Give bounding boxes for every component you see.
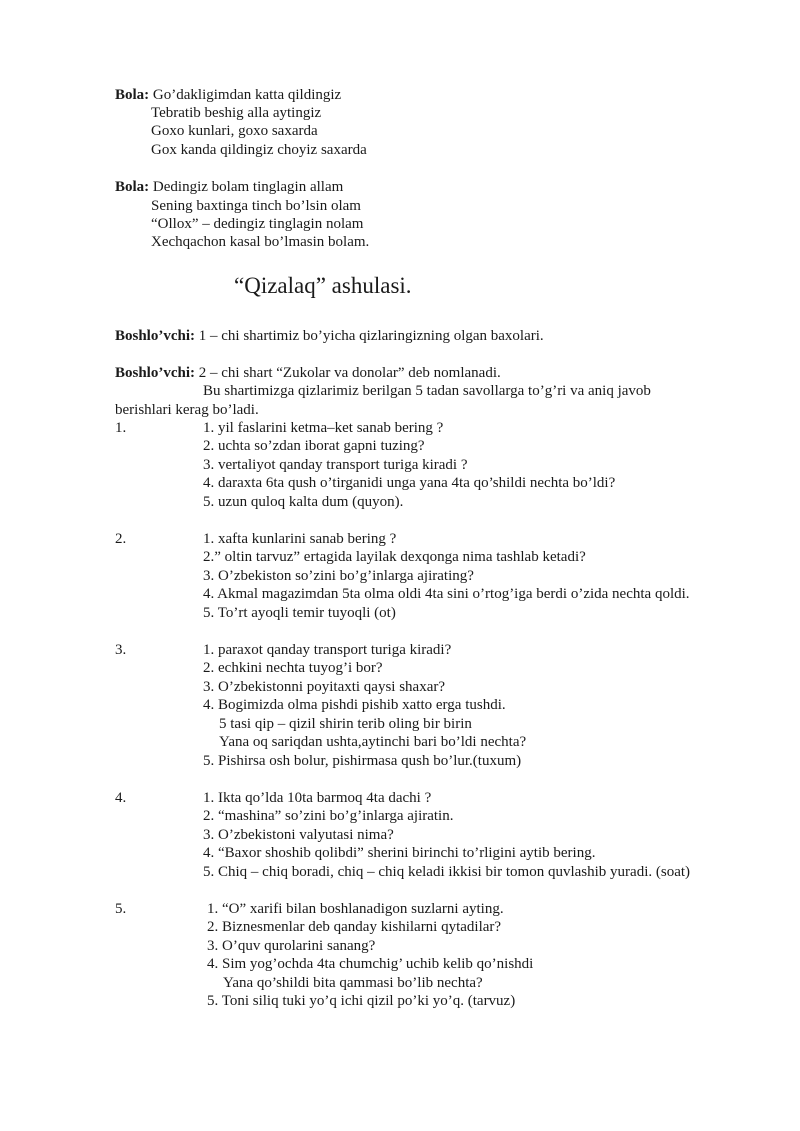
host-line-2 bbox=[115, 364, 501, 382]
poem-line: Dedingiz bolam tinglagin allam bbox=[152, 179, 344, 195]
question-item: 5. Toni siliq tuki yo’q ichi qizil po’ki yo’q. (tarvuz) bbox=[207, 993, 516, 1009]
speaker-label: Boshlo’vchi: bbox=[115, 328, 196, 344]
group-number: 1. bbox=[115, 420, 127, 436]
question-item: 2. echkini nechta tuyog’i bor? bbox=[203, 660, 383, 676]
question-item: 2. uchta so’zdan iborat gapni tuzing? bbox=[203, 438, 425, 454]
poem-line: Sening baxtinga tinch bo’lsin olam bbox=[151, 198, 361, 214]
question-item: 3. O’quv qurolarini sanang? bbox=[207, 938, 376, 954]
section-title: “Qizalaq” ashulasi. bbox=[234, 273, 412, 298]
poem-line: “Ollox” – dedingiz tinglagin nolam bbox=[151, 216, 364, 232]
question-item: 1. xafta kunlarini sanab bering ? bbox=[203, 531, 397, 547]
question-item: 3. O’zbekistoni valyutasi nima? bbox=[203, 827, 394, 843]
question-item: 3. O’zbekiston so’zini bo’g’inlarga ajirating? bbox=[203, 568, 474, 584]
question-item: 5. Pishirsa osh bolur, pishirmasa qush bo’lur.(tuxum) bbox=[203, 753, 522, 769]
question-item: 3. O’zbekistonni poyitaxti qaysi shaxar? bbox=[203, 679, 446, 695]
host-text: 1 – chi shartimiz bo’yicha qizlaringizning olgan baxolari. bbox=[198, 328, 544, 344]
group-number: 4. bbox=[115, 790, 127, 806]
question-item-continued: 5 tasi qip – qizil shirin terib oling bir birin bbox=[219, 716, 472, 732]
host-text-continued: berishlari kerag bo’ladi. bbox=[115, 402, 259, 418]
question-item: 5. To’rt ayoqli temir tuyoqli (ot) bbox=[203, 605, 396, 621]
question-item: 2. “mashina” so’zini bo’g’inlarga ajiratin. bbox=[203, 808, 454, 824]
group-number: 2. bbox=[115, 531, 127, 547]
stanza1-first-line bbox=[115, 86, 341, 104]
question-item: 3. vertaliyot qanday transport turiga kiradi ? bbox=[203, 457, 468, 473]
group-number: 3. bbox=[115, 642, 127, 658]
question-item: 4. “Baxor shoshib qolibdi” sherini birinchi to’rligini aytib bering. bbox=[203, 845, 596, 861]
question-item: 4. Sim yog’ochda 4ta chumchig’ uchib kelib qo’nishdi bbox=[207, 956, 534, 972]
host-text: 2 – chi shart “Zukolar va donolar” deb nomlanadi. bbox=[198, 365, 501, 381]
poem-line: Goxo kunlari, goxo saxarda bbox=[151, 123, 318, 139]
poem-line: Tebratib beshig alla aytingiz bbox=[151, 105, 322, 121]
host-line-1 bbox=[115, 327, 544, 345]
question-item-continued: Yana qo’shildi bita qammasi bo’lib nechta? bbox=[223, 975, 483, 991]
speaker-label: Boshlo’vchi: bbox=[115, 365, 196, 381]
question-item: 2. Biznesmenlar deb qanday kishilarni qytadilar? bbox=[207, 919, 502, 935]
host-text-continued: Bu shartimizga qizlarimiz berilgan 5 tadan savollarga to’g’ri va aniq javob bbox=[203, 383, 651, 399]
question-item: 1. “O” xarifi bilan boshlanadigon suzlarni ayting. bbox=[207, 901, 504, 917]
speaker-label: Bola: bbox=[115, 179, 150, 195]
question-item: 1. yil faslarini ketma–ket sanab bering ? bbox=[203, 420, 444, 436]
question-item: 2.” oltin tarvuz” ertagida layilak dexqonga nima tashlab ketadi? bbox=[203, 549, 586, 565]
poem-line: Xechqachon kasal bo’lmasin bolam. bbox=[151, 234, 370, 250]
question-item: 1. Ikta qo’lda 10ta barmoq 4ta dachi ? bbox=[203, 790, 432, 806]
poem-line: Gox kanda qildingiz choyiz saxarda bbox=[151, 142, 367, 158]
stanza2-first-line bbox=[115, 178, 343, 196]
question-item: 4. Akmal magazimdan 5ta olma oldi 4ta sini o’rtog’iga berdi o’zida nechta qoldi. bbox=[203, 586, 690, 602]
question-item: 1. paraxot qanday transport turiga kiradi? bbox=[203, 642, 452, 658]
speaker-label: Bola: bbox=[115, 87, 150, 103]
group-number: 5. bbox=[115, 901, 127, 917]
question-item: 4. daraxta 6ta qush o’tirganidi unga yana 4ta qo’shildi nechta bo’ldi? bbox=[203, 475, 616, 491]
question-item: 5. Chiq – chiq boradi, chiq – chiq keladi ikkisi bir tomon quvlashib yuradi. (soat) bbox=[203, 864, 691, 880]
question-item-continued: Yana oq sariqdan ushta,aytinchi bari bo’ldi nechta? bbox=[219, 734, 527, 750]
question-item: 5. uzun quloq kalta dum (quyon). bbox=[203, 494, 404, 510]
poem-line: Go’dakligimdan katta qildingiz bbox=[152, 87, 342, 103]
question-item: 4. Bogimizda olma pishdi pishib xatto erga tushdi. bbox=[203, 697, 506, 713]
